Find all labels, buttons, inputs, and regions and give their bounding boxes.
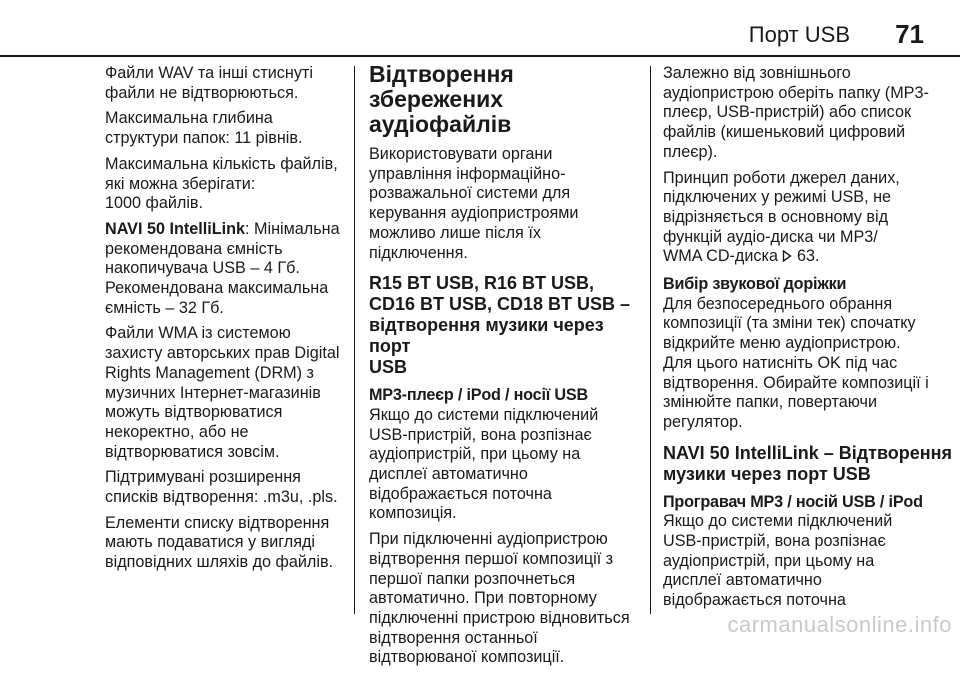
navi-capacity-text: : Мінімальна рекомендована ємність накопичувача USB – 4 Гб. Рекомендована максимальна ємність – 32 Гб. xyxy=(105,219,340,317)
subheading-mp3-ipod: MP3-плеєр / iPod / носії USB xyxy=(369,386,588,405)
paragraph-usb-detect: Якщо до системи підключений USB-пристрій, вона розпізнає аудіопристрій, при цьому на дисплеї автоматично відображається поточна композиція. xyxy=(369,405,599,523)
subsection-heading-r15: R15 BT USB, R16 BT USB, CD16 BT USB, CD18 BT USB – відтворення музики через порт USB xyxy=(369,273,631,378)
column-middle xyxy=(369,61,649,674)
column-divider-left xyxy=(354,66,355,614)
subheading-mp3-player: Програвач MP3 / носій USB / iPod xyxy=(663,492,923,511)
navi-label: NAVI 50 IntelliLink xyxy=(105,219,246,238)
paragraph-select-folder: Залежно від зовнішнього аудіопристрою оберіть папку (MP3- плеєр, USB-пристрій) або список файлів (кишеньковий цифровий плеєр). xyxy=(663,64,929,161)
watermark: carmanualsonline.info xyxy=(727,612,952,637)
page-number: 71 xyxy=(895,19,924,49)
subsection-heading-navi50: NAVI 50 IntelliLink – Відтворення музики через порт USB xyxy=(663,442,953,484)
section-heading-playback: Відтворення збережених аудіофайлів xyxy=(369,61,514,137)
paragraph-usb-sources xyxy=(663,169,955,268)
paragraph-controls: Використовувати органи управління інформаційно- розважальної системи для керування аудіопристроями можливо лише після їх підключення. xyxy=(369,145,579,262)
paragraph-playlist-ext: Підтримувані розширення списків відтворення: .m3u, .pls. xyxy=(105,468,338,507)
usb-sources-text: Принцип роботи джерел даних, підключених у режимі USB, не відрізняється в основному від функцій аудіо-диска чи MP3/ WMA CD-диска xyxy=(663,168,900,266)
page-reference: 63. xyxy=(796,247,820,266)
paragraph-wav-files: Файли WAV та інші стиснуті файли не відтворюються. xyxy=(105,64,313,102)
page-header xyxy=(0,0,960,56)
column-divider-right xyxy=(650,66,651,614)
header-divider xyxy=(0,55,960,57)
subheading-track-select: Вибір звукової доріжки xyxy=(663,275,847,294)
paragraph-wma-drm: Файли WMA із системою захисту авторських прав Digital Rights Management (DRM) з музичних Інтернет-магазинів можуть відтворюватися некоректно, або не відтворюватися зовсім. xyxy=(105,324,340,461)
paragraph-folder-depth: Максимальна глибина структури папок: 11 рівнів. xyxy=(105,109,303,148)
paragraph-max-files: Максимальна кількість файлів, які можна зберігати: 1000 файлів. xyxy=(105,154,338,213)
page-title: Порт USB xyxy=(748,22,850,47)
arrow-right-icon xyxy=(782,247,792,265)
column-right xyxy=(663,64,955,617)
paragraph-playlist-paths: Елементи списку відтворення мають подаватися у вигляді відповідних шляхів до файлів. xyxy=(105,513,334,572)
paragraph-usb-detect-navi: Якщо до системи підключений USB-пристрій, вона розпізнає аудіопристрій, при цьому на дисплеї автоматично відображається поточна xyxy=(663,512,893,610)
column-left xyxy=(105,64,351,579)
paragraph-autoplay: При підключенні аудіопристрою відтворення першої композиції з першої папки розпочнеться автоматично. При повторному підключенні пристрою відновиться відтворення останньої відтворюваної композиції. xyxy=(369,530,630,667)
paragraph-navi-capacity xyxy=(105,220,351,319)
paragraph-track-select: Для безпосереднього обрання композиції (та зміни тек) спочатку відкрийте меню аудіопристрою. Для цього натисніть OK під час відтворення. Обирайте композиції і змінюйте папки, повертаючи регулятор. xyxy=(663,294,929,431)
